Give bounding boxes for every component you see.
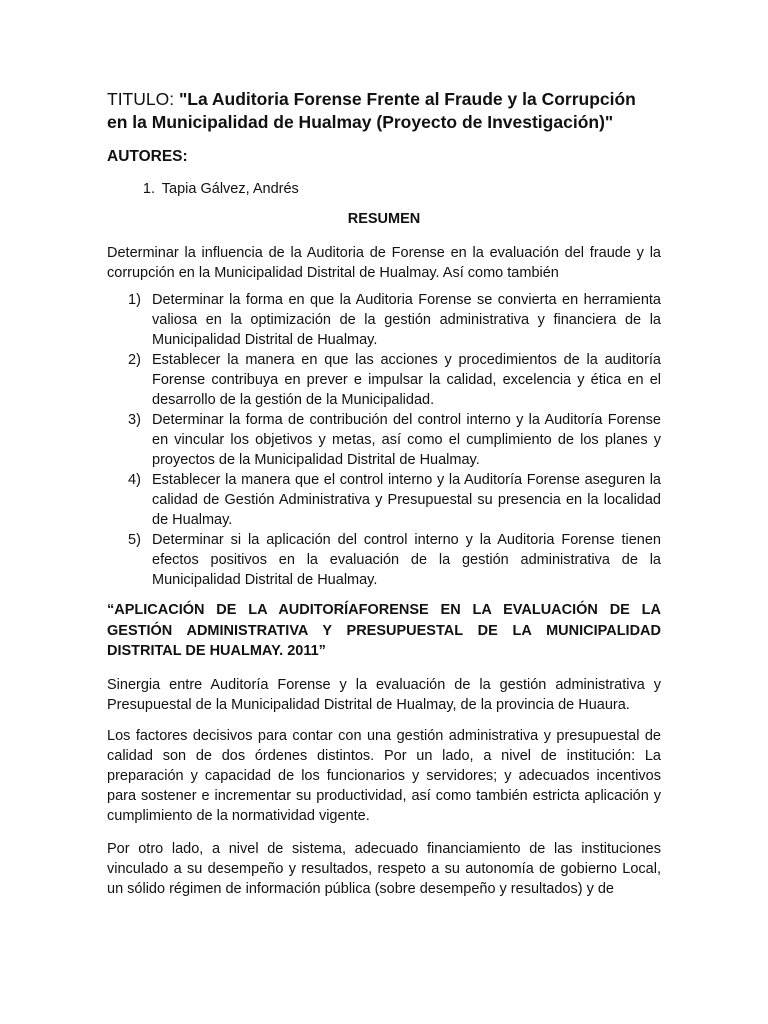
body-paragraph: Por otro lado, a nivel de sistema, adecuado financiamiento de las instituciones vinculado a su desempeño y resultados, respeto a su autonomía de gobierno Local, un sólido régimen de información pública (sobre desempeño y resultados) y de (107, 841, 661, 897)
body-paragraph: Los factores decisivos para contar con una gestión administrativa y presupuestal de calidad son de dos órdenes distintos. Por un lado, a nivel de institución: La preparación y capacidad de los funcionarios y servidores; y adecuados incentivos para sostener e incrementar su productividad, así como también estricta aplicación y cumplimiento de la normatividad vigente. (107, 728, 661, 824)
objective-item (107, 410, 661, 470)
title-text: "La Auditoria Forense Frente al Fraude y la Corrupción en la Municipalidad de Hualmay (Proyecto de Investigación)" (107, 89, 636, 132)
objective-text: Determinar la forma de contribución del control interno y la Auditoría Forense en vincular los objetivos y metas, así como el cumplimiento de los planes y proyectos de la Municipalidad Distrital de Hualmay. (152, 412, 661, 468)
objective-marker: 4) (128, 472, 141, 488)
objective-marker: 5) (128, 532, 141, 548)
section-heading: “APLICACIÓN DE LA AUDITORÍAFORENSE EN LA EVALUACIÓN DE LA GESTIÓN ADMINISTRATIVA Y PRESUPUESTAL DE LA MUNICIPALIDAD DISTRITAL DE HUALMAY. 2011” (107, 602, 661, 659)
objective-item (107, 470, 661, 530)
objective-item (107, 350, 661, 410)
objective-item (107, 530, 661, 590)
objective-text: Determinar si la aplicación del control interno y la Auditoria Forense tienen efectos positivos en la evaluación de la gestión administrativa de la Municipalidad Distrital de Hualmay. (152, 532, 661, 588)
author-number: 1. (142, 181, 155, 197)
author-list (107, 179, 661, 199)
authors-label: AUTORES: (107, 148, 188, 165)
title-prefix: TITULO: (107, 89, 175, 109)
author-item (107, 179, 661, 199)
objective-marker: 1) (128, 292, 141, 308)
objectives-list (107, 290, 661, 590)
objective-text: Establecer la manera en que las acciones y procedimientos de la auditoría Forense contribuya en prever e impulsar la calidad, excelencia y ética en el desarrollo de la gestión de la Municipalidad. (152, 352, 661, 408)
objective-item (107, 290, 661, 350)
body-paragraph: Sinergia entre Auditoría Forense y la evaluación de la gestión administrativa y Presupuestal de la Municipalidad Distrital de Hualmay, de la provincia de Huaura. (107, 677, 661, 713)
summary-heading: RESUMEN (347, 211, 421, 227)
objective-marker: 3) (128, 412, 141, 428)
summary-intro: Determinar la influencia de la Auditoria de Forense en la evaluación del fraude y la corrupción en la Municipalidad Distrital de Hualmay. Así como también (107, 245, 661, 281)
objective-marker: 2) (128, 352, 141, 368)
author-name: Tapia Gálvez, Andrés (161, 181, 299, 197)
objective-text: Determinar la forma en que la Auditoria Forense se convierta en herramienta valiosa en la optimización de la gestión administrativa y financiera de la Municipalidad Distrital de Hualmay. (152, 292, 661, 348)
objective-text: Establecer la manera que el control interno y la Auditoría Forense aseguren la calidad de Gestión Administrativa y Presupuestal su presencia en la localidad de Hualmay. (152, 472, 661, 528)
document-title (107, 88, 661, 134)
